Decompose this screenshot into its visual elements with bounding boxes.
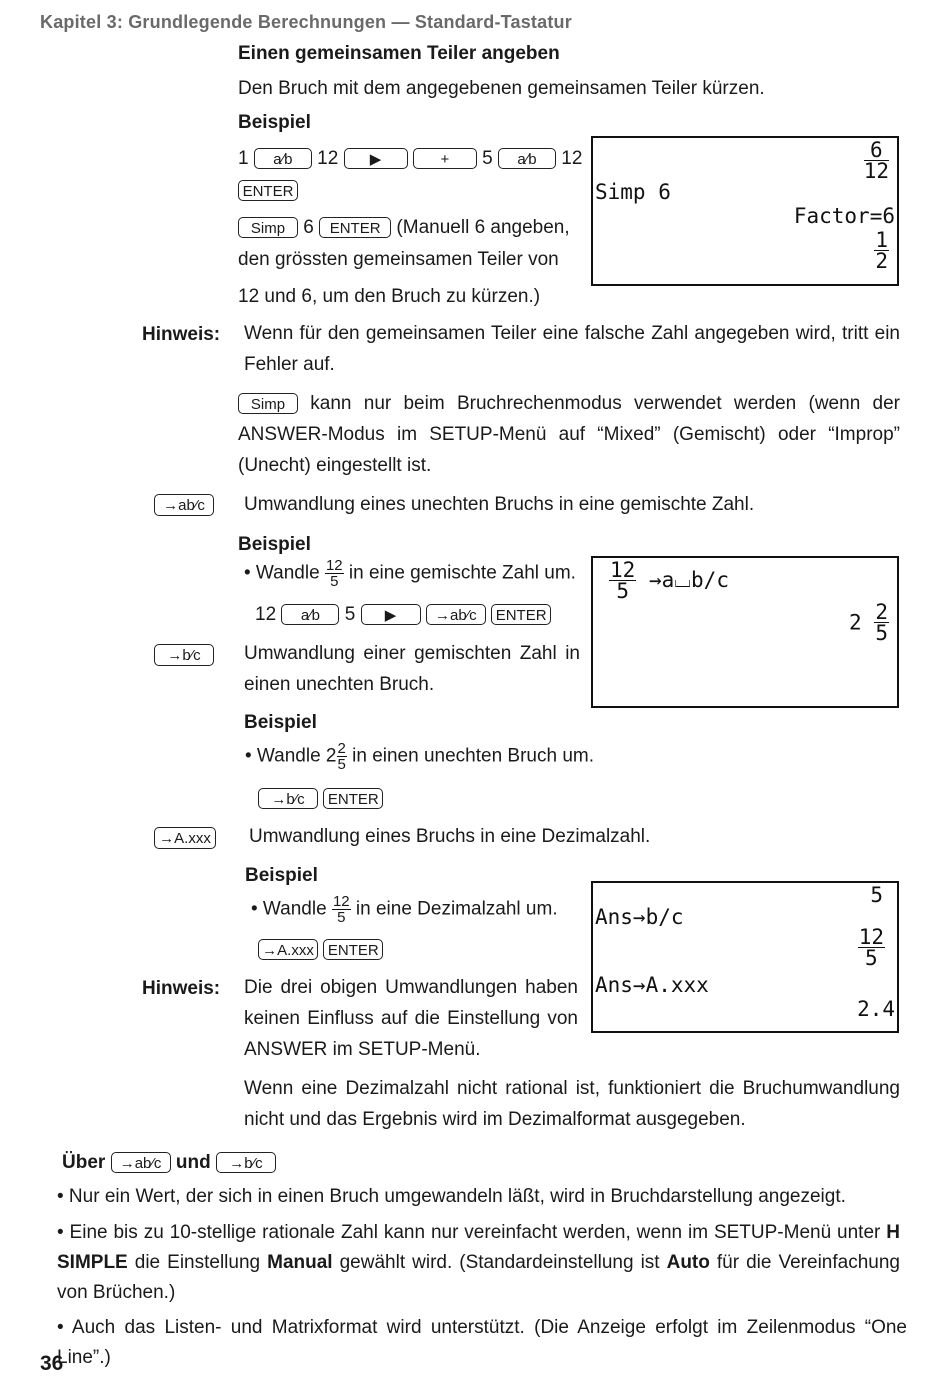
screen-line: Ans→b/c xyxy=(595,905,684,929)
improper-conversion-key: →b⁄c xyxy=(154,644,214,666)
example-text xyxy=(251,894,558,925)
example-post: in eine Dezimalzahl um. xyxy=(355,898,558,920)
example-label: Beispiel xyxy=(245,865,318,886)
conversion-description: Umwandlung einer gemischten Zahl in einen unechten Bruch. xyxy=(244,643,580,695)
mixed-conversion-key: →ab⁄c xyxy=(111,1152,171,1173)
screen-frac-denominator: 2 xyxy=(875,249,888,273)
decimal-conversion-key: →A.xxx xyxy=(258,939,318,960)
bullet-text: für die Vereinfachung von Brüchen.) xyxy=(57,1252,900,1303)
chapter-header: Kapitel 3: Grundlegende Berechnungen — Standard-Tastatur xyxy=(40,12,572,32)
key-sequence-mixed xyxy=(255,603,551,627)
key-sequence-2 xyxy=(238,216,570,240)
hint-line: ANSWER im SETUP-Menü. xyxy=(244,1039,481,1060)
step-text-line2: den grössten gemeinsamen Teiler von xyxy=(238,249,559,270)
about-title xyxy=(62,1151,276,1175)
frac-numerator: 12 xyxy=(325,557,343,574)
simp-key: Simp xyxy=(238,393,298,414)
screen-line: Simp 6 xyxy=(595,180,671,204)
page-number: 36 xyxy=(40,1352,64,1375)
frac-denominator: 5 xyxy=(337,909,346,926)
example-text xyxy=(244,558,576,589)
improper-conversion-key: →b⁄c xyxy=(258,788,318,809)
screen-frac-denominator: 12 xyxy=(863,159,889,183)
hint-text-simp xyxy=(238,388,900,481)
screen-line: 2.4 xyxy=(857,997,895,1021)
step-text: (Manuell 6 angeben, xyxy=(396,217,570,238)
hint-line: keinen Einfluss auf die Einstellung von xyxy=(244,1008,578,1029)
example-pre: • Wandle xyxy=(244,562,320,584)
enter-key: ENTER xyxy=(323,939,383,960)
fraction-key: a⁄b xyxy=(281,604,339,625)
hint-line: Die drei obigen Umwandlungen haben xyxy=(244,977,578,998)
frac-numerator: 2 xyxy=(337,740,346,757)
bullet-bold: H SIMPLE xyxy=(57,1222,900,1273)
example-pre: • Wandle 2 xyxy=(245,745,337,767)
screen-frac-denominator: 5 xyxy=(616,579,629,603)
screen-frac-numerator: 2 xyxy=(875,600,888,624)
bullet-bold: Manual xyxy=(267,1252,333,1273)
screen-frac-numerator: 1 xyxy=(875,228,888,252)
hint-text: Wenn eine Dezimalzahl nicht rational ist, funktioniert die Bruchumwandlung nicht und das Ergebnis wird im Dezimalformat ausgegeben. xyxy=(244,1078,900,1130)
sequence-number: 5 xyxy=(482,148,493,169)
screen-line: Ans→A.xxx xyxy=(595,973,709,997)
hint-text-body: kann nur beim Bruchrechenmodus verwendet werden (wenn der ANSWER-Modus im SETUP-Menü auf “Mixed” (Gemischt) oder “Improp” (Unecht) eingestellt ist. xyxy=(238,393,900,476)
enter-key: ENTER xyxy=(491,604,551,625)
screen-frac-numerator: 6 xyxy=(864,140,889,161)
screen-line: Factor=6 xyxy=(793,204,895,228)
bullet-item: • Auch das Listen- und Matrixformat wird unterstützt. (Die Anzeige erfolgt im Zeilenmodus “One Line”.) xyxy=(57,1317,907,1368)
conversion-description: Umwandlung eines Bruchs in eine Dezimalzahl. xyxy=(249,826,651,847)
fraction-key: a⁄b xyxy=(498,148,556,169)
sequence-number: 12 xyxy=(317,148,339,169)
sequence-number: 5 xyxy=(344,604,356,625)
enter-key: ENTER xyxy=(238,180,298,201)
example-post: in eine gemischte Zahl um. xyxy=(348,562,576,584)
enter-key: ENTER xyxy=(323,788,383,809)
bullet-bold: Auto xyxy=(666,1252,710,1273)
section-description: Den Bruch mit dem angegebenen gemeinsamen Teiler kürzen. xyxy=(238,78,765,99)
frac-denominator: 5 xyxy=(330,573,339,590)
screen-result-whole: 2 xyxy=(849,610,862,635)
bullet-item xyxy=(57,1218,900,1308)
example-text xyxy=(245,741,594,772)
example-label: Beispiel xyxy=(238,534,311,555)
about-title-mid: und xyxy=(175,1152,211,1173)
key-sequence-improper xyxy=(258,787,383,811)
improper-conversion-key: →b⁄c xyxy=(216,1152,276,1173)
calculator-screen-decimal xyxy=(591,881,899,1033)
example-post: in einen unechten Bruch um. xyxy=(352,745,595,767)
screen-frac-numerator: 12 xyxy=(610,558,636,582)
key-sequence-decimal xyxy=(258,938,383,962)
step-text-line3: 12 und 6, um den Bruch zu kürzen.) xyxy=(238,286,541,307)
sequence-number: 12 xyxy=(561,148,583,169)
mixed-conversion-key: →ab⁄c xyxy=(154,494,214,516)
sequence-number: 1 xyxy=(238,148,249,169)
screen-frac-denominator: 5 xyxy=(875,621,888,645)
hint-label: Hinweis: xyxy=(142,324,221,345)
example-label: Beispiel xyxy=(244,712,317,733)
key-sequence-1 xyxy=(238,147,582,171)
example-label: Beispiel xyxy=(238,112,311,133)
screen-command: →a⌴b/c xyxy=(648,568,729,592)
screen-frac-denominator: 5 xyxy=(865,946,878,970)
calculator-screen-simp xyxy=(591,136,899,286)
bullet-text: • Eine bis zu 10-stellige rationale Zahl kann nur vereinfacht werden, wenn im SETUP-Menü unter xyxy=(57,1222,887,1243)
screen-line: 5 xyxy=(870,883,883,907)
bullet-text: die Einstellung xyxy=(127,1252,268,1273)
bullet-item: • Nur ein Wert, der sich in einen Bruch umgewandeln läßt, wird in Bruchdarstellung angezeigt. xyxy=(57,1186,846,1207)
right-arrow-key: ▶ xyxy=(361,604,421,625)
decimal-conversion-key: →A.xxx xyxy=(154,827,216,849)
section-title: Einen gemeinsamen Teiler angeben xyxy=(238,43,560,64)
screen-frac-numerator: 12 xyxy=(858,925,884,949)
about-title-pre: Über xyxy=(62,1152,106,1173)
simp-key: Simp xyxy=(238,217,298,238)
bullet-text: gewählt wird. (Standardeinstellung ist xyxy=(332,1252,667,1273)
hint-text: Wenn für den gemeinsamen Teiler eine falsche Zahl angegeben wird, tritt ein Fehler auf. xyxy=(244,323,900,375)
conversion-description: Umwandlung eines unechten Bruchs in eine gemischte Zahl. xyxy=(244,494,755,515)
mixed-conversion-key: →ab⁄c xyxy=(426,604,486,625)
plus-key: + xyxy=(413,148,477,169)
frac-denominator: 5 xyxy=(337,756,346,773)
calculator-screen-mixed xyxy=(591,556,899,708)
sequence-number: 6 xyxy=(303,217,314,238)
sequence-number: 12 xyxy=(255,604,277,625)
hint-label: Hinweis: xyxy=(142,978,221,999)
enter-key: ENTER xyxy=(319,217,391,238)
right-arrow-key: ▶ xyxy=(344,148,408,169)
fraction-key: a⁄b xyxy=(254,148,312,169)
example-pre: • Wandle xyxy=(251,898,327,920)
frac-numerator: 12 xyxy=(332,893,350,910)
